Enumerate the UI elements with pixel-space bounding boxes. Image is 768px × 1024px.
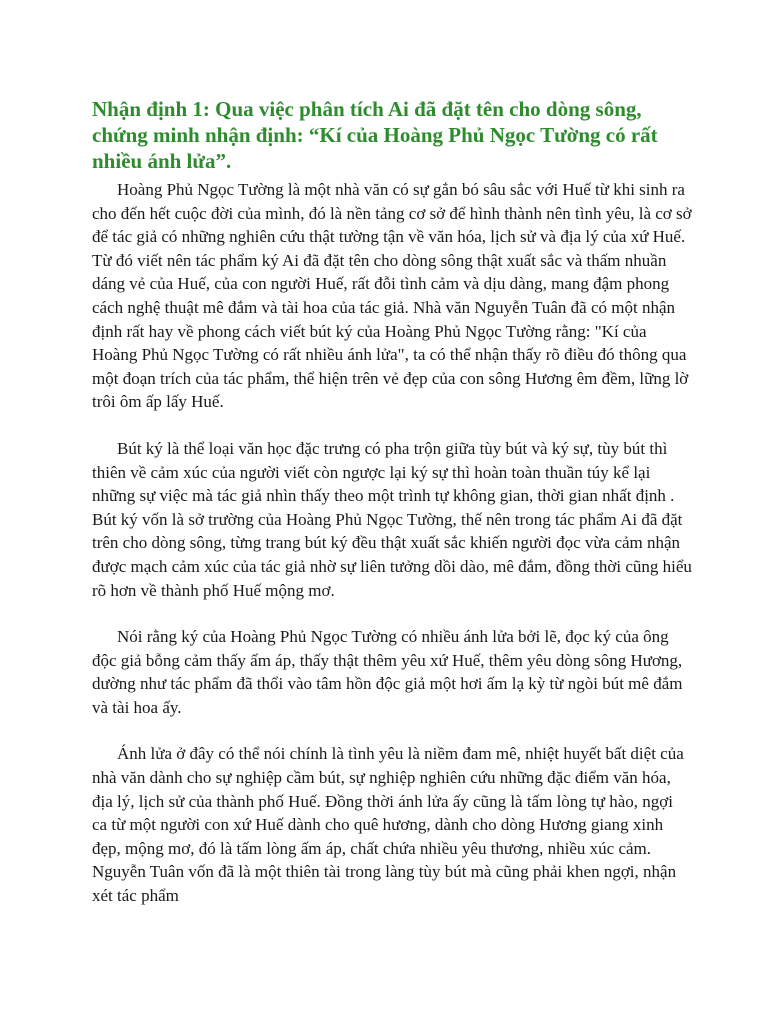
document-page [92,96,692,908]
paragraph-intro: Hoàng Phủ Ngọc Tường là một nhà văn có sự gắn bó sâu sắc với Huế từ khi sinh ra cho đến hết cuộc đời của mình, đó là nền tảng cơ sở để hình thành nên tình yêu, là cơ sở để tác giả có những nghiên cứu thật tường tận về văn hóa, lịch sử và địa lý của xứ Huế. Từ đó viết nên tác phẩm ký Ai đã đặt tên cho dòng sông thật xuất sắc và thấm nhuần dáng vẻ của Huế, của con người Huế, rất đỗi tình cảm và dịu dàng, mang đậm phong cách nghệ thuật mê đắm và tài hoa của tác giả. Nhà văn Nguyễn Tuân đã có một nhận định rất hay về phong cách viết bút ký của Hoàng Phủ Ngọc Tường rằng: "Kí của Hoàng Phủ Ngọc Tường có rất nhiều ánh lửa", ta có thể nhận thấy rõ điều đó thông qua một đoạn trích của tác phẩm, thể hiện trên vẻ đẹp của con sông Hương êm đềm, lững lờ trôi ôm ấp lấy Huế. [92,180,692,412]
paragraph-warmth: Nói rằng ký của Hoàng Phủ Ngọc Tường có nhiều ánh lửa bởi lẽ, đọc ký của ông độc giả bỗng cảm thấy ấm áp, thấy thật thêm yêu xứ Huế, thêm yêu dòng sông Hương, dường như tác phẩm đã thổi vào tâm hồn độc giả một hơi ấm lạ kỳ từ ngòi bút mê đắm và tài hoa ấy. [92,627,683,717]
paragraph-fire-meaning: Ánh lửa ở đây có thể nói chính là tình yêu là niềm đam mê, nhiệt huyết bất diệt của nhà văn dành cho sự nghiệp cầm bút, sự nghiệp nghiên cứu những đặc điểm văn hóa, địa lý, lịch sử của thành phố Huế. Đồng thời ánh lửa ấy cũng là tấm lòng tự hào, ngợi ca từ một người con xứ Huế dành cho quê hương, dành cho dòng Hương giang xinh đẹp, mộng mơ, đó là tấm lòng ấm áp, chất chứa nhiều yêu thương, nhiều xúc cảm. Nguyễn Tuân vốn đã là một thiên tài trong làng tùy bút mà cũng phải khen ngợi, nhận xét tác phẩm [92,744,684,906]
paragraph-genre: Bút ký là thể loại văn học đặc trưng có pha trộn giữa tùy bút và ký sự, tùy bút thì thiên về cảm xúc của người viết còn ngược lại ký sự thì hoàn toàn thuần túy kể lại những sự việc mà tác giả nhìn thấy theo một trình tự không gian, thời gian nhất định . Bút ký vốn là sở trường của Hoàng Phủ Ngọc Tường, thế nên trong tác phẩm Ai đã đặt trên cho dòng sông, từng trang bút ký đều thật xuất sắc khiến người đọc vừa cảm nhận được mạch cảm xúc của tác giả nhờ sự liên tưởng dồi dào, mê đắm, đồng thời cũng hiểu rõ hơn về thành phố Huế mộng mơ. [92,438,692,600]
section-heading: Nhận định 1: Qua việc phân tích Ai đã đặt tên cho dòng sông, chứng minh nhận định: “Kí của Hoàng Phủ Ngọc Tường có rất nhiều ánh lửa”. [92,97,658,173]
